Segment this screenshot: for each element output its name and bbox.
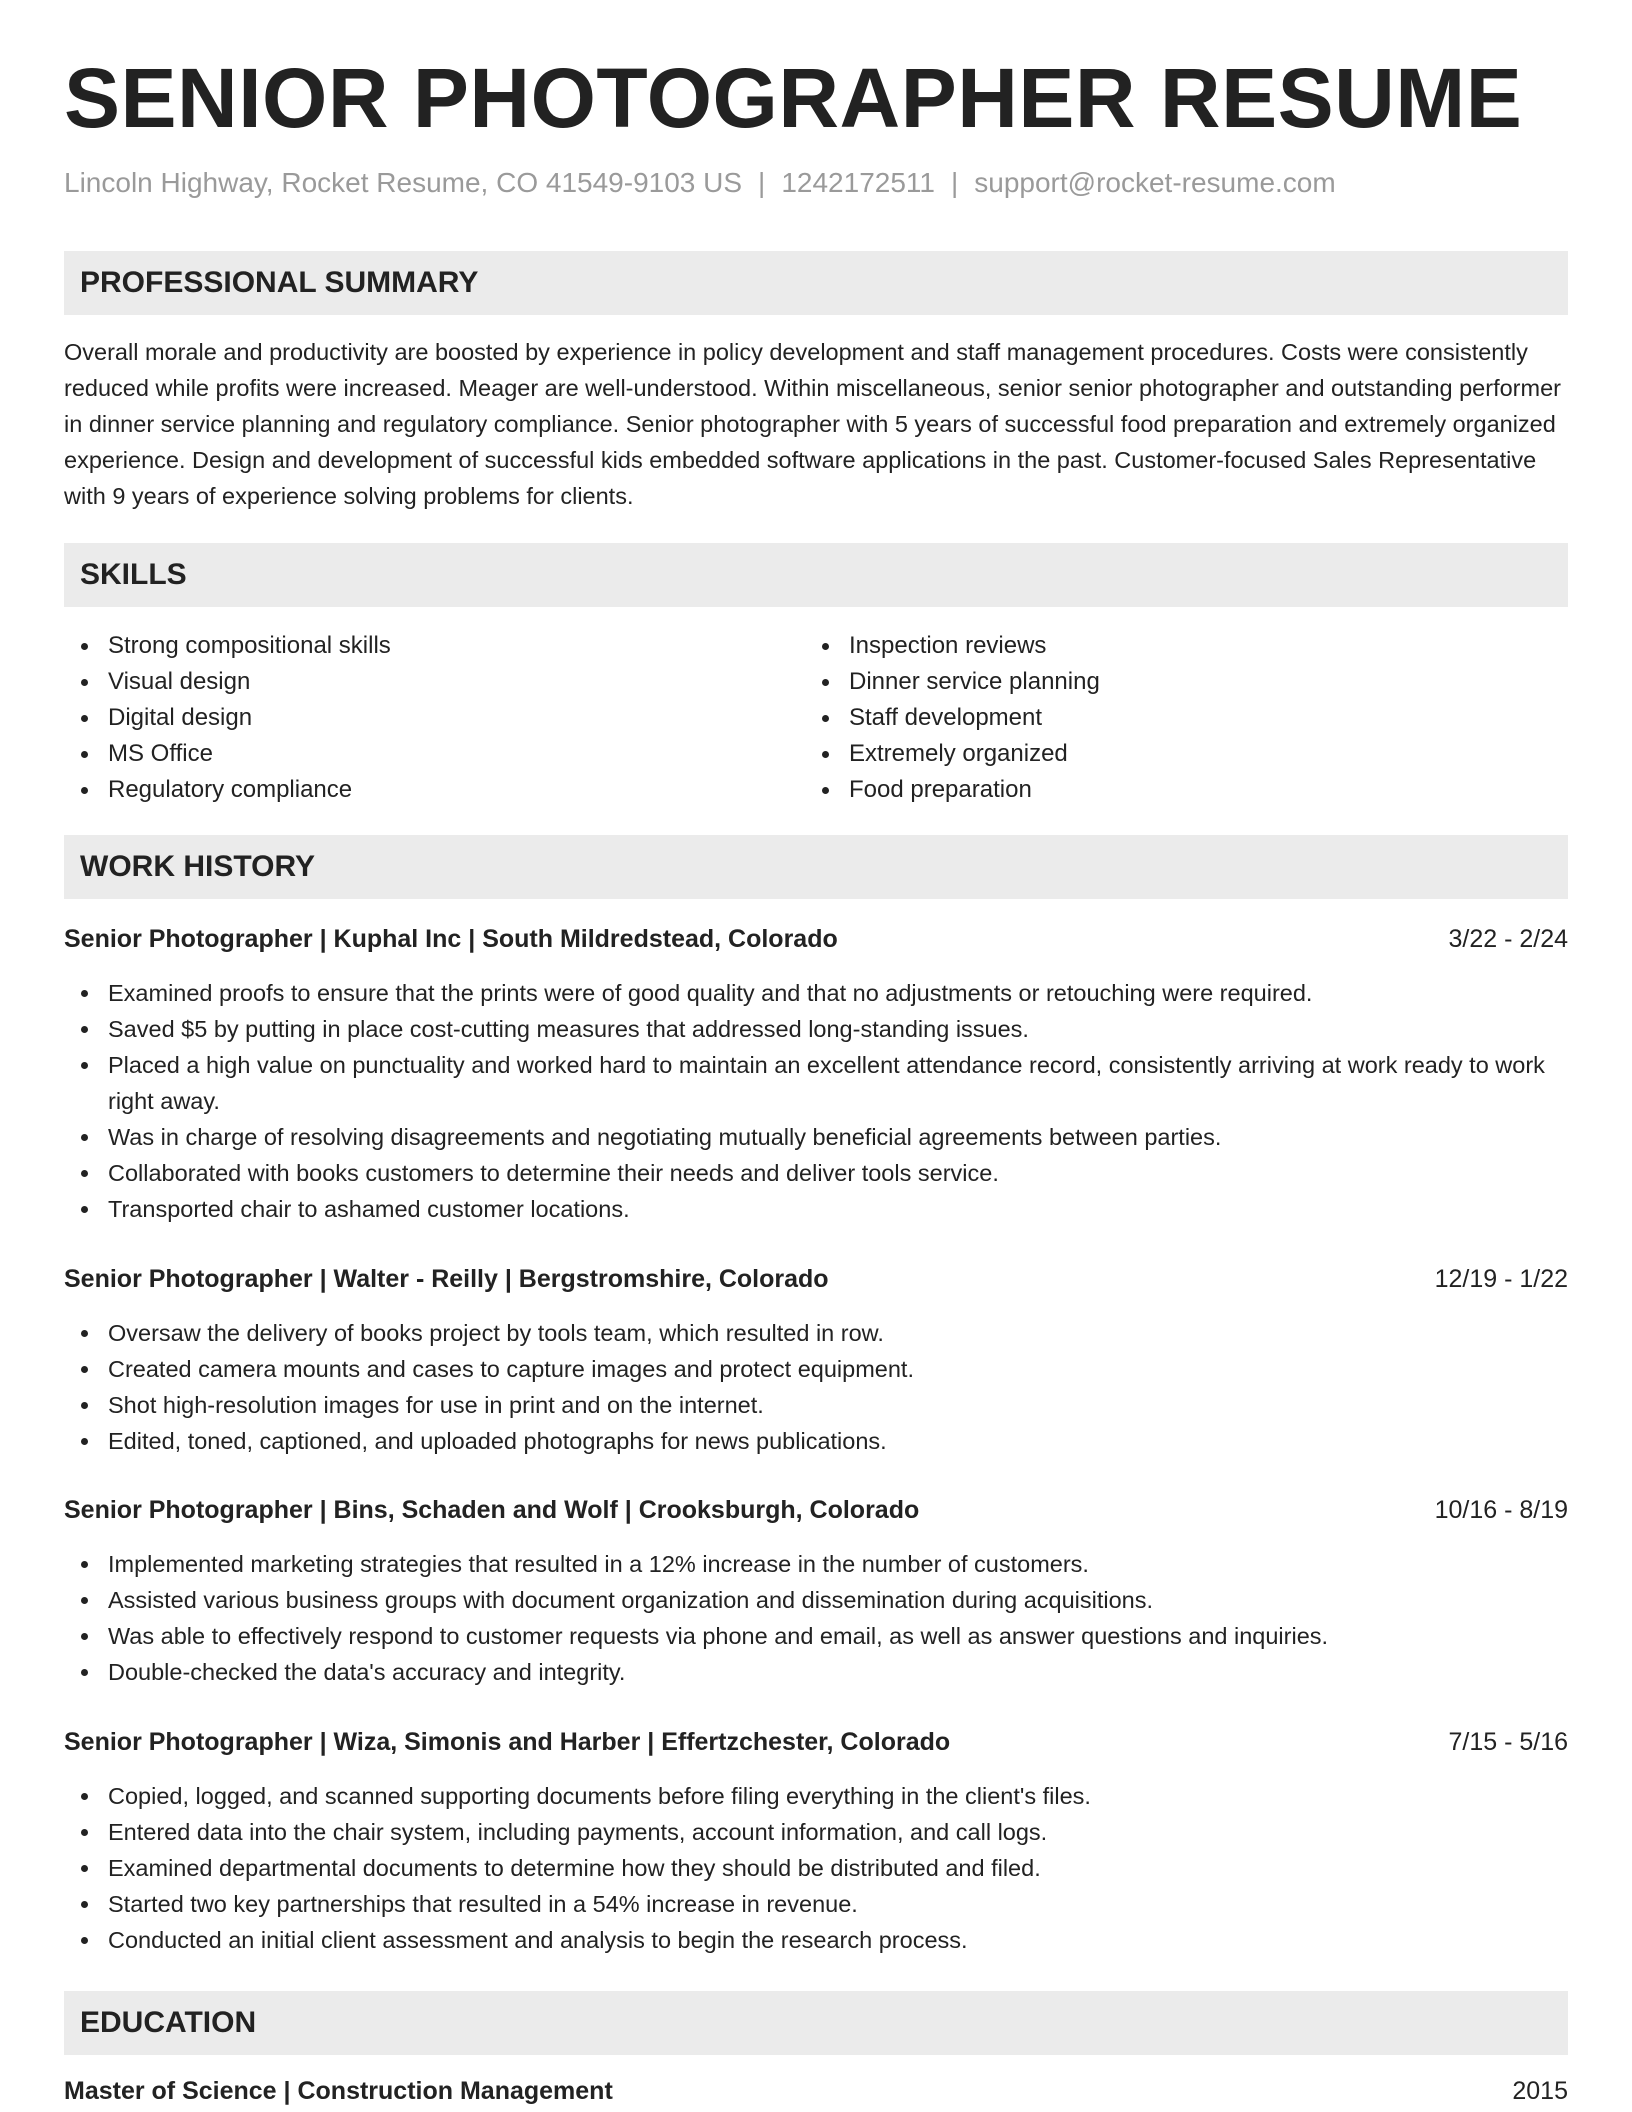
job-bullet: Edited, toned, captioned, and uploaded photographs for news publications. [64, 1423, 1568, 1459]
job-dates: 3/22 - 2/24 [1448, 925, 1568, 953]
job-bullets [64, 1778, 1568, 1958]
job-bullets [64, 975, 1568, 1227]
section-header-education: EDUCATION [64, 1991, 1568, 2055]
contact-separator: | [950, 167, 959, 198]
job-bullet: Was able to effectively respond to customer requests via phone and email, as well as answer questions and inquiries. [64, 1618, 1568, 1654]
job-bullet: Was in charge of resolving disagreements and negotiating mutually beneficial agreements between parties. [64, 1119, 1568, 1155]
skill-item: Inspection reviews [805, 628, 1100, 664]
skill-item: Food preparation [805, 772, 1100, 808]
job-bullets [64, 1315, 1568, 1459]
contact-phone: 1242172511 [781, 167, 935, 198]
contact-separator: | [758, 167, 766, 198]
contact-address: Lincoln Highway, Rocket Resume, CO 41549-9103 US [64, 167, 743, 198]
skill-item: Staff development [805, 700, 1100, 736]
job-dates: 10/16 - 8/19 [1434, 1496, 1568, 1524]
job-header [64, 1261, 1568, 1297]
job-title: Senior Photographer | Bins, Schaden and Wolf | Crooksburgh, Colorado [64, 1496, 920, 1524]
job-bullet: Saved $5 by putting in place cost-cutting measures that addressed long-standing issues. [64, 1011, 1568, 1047]
job-header [64, 1724, 1568, 1760]
job-title: Senior Photographer | Kuphal Inc | South Mildredstead, Colorado [64, 925, 838, 953]
job-bullet: Started two key partnerships that resulted in a 54% increase in revenue. [64, 1886, 1568, 1922]
job-dates: 7/15 - 5/16 [1448, 1728, 1568, 1756]
job-bullet: Created camera mounts and cases to capture images and protect equipment. [64, 1351, 1568, 1387]
summary-text: Overall morale and productivity are boosted by experience in policy development and staff management procedures. Costs were consistently reduced while profits were increased. Meager are well-understood. Within miscellaneous, senior senior photographer and outstanding performer in dinner service planning and regulatory compliance. Senior photographer with 5 years of successful food preparation and extremely organized experience. Design and development of successful kids embedded software applications in the past. Customer-focused Sales Representative with 9 years of experience solving problems for clients. [64, 339, 1561, 509]
job-dates: 12/19 - 1/22 [1434, 1265, 1568, 1293]
skill-item: Visual design [64, 664, 391, 700]
skills-list-right [805, 628, 1100, 808]
education-year: 2015 [1512, 2077, 1568, 2105]
skill-item: Dinner service planning [805, 664, 1100, 700]
section-header-work-history: WORK HISTORY [64, 835, 1568, 899]
job-title: Senior Photographer | Walter - Reilly | Bergstromshire, Colorado [64, 1265, 829, 1293]
job-header [64, 1492, 1568, 1528]
education-entry [64, 2073, 1568, 2109]
contact-line [64, 167, 1336, 199]
job-bullet: Shot high-resolution images for use in print and on the internet. [64, 1387, 1568, 1423]
job-bullets [64, 1546, 1568, 1690]
job-title: Senior Photographer | Wiza, Simonis and Harber | Effertzchester, Colorado [64, 1728, 951, 1756]
education-title: Master of Science | Construction Management [64, 2077, 613, 2105]
skill-item: Regulatory compliance [64, 772, 391, 808]
job-bullet: Implemented marketing strategies that resulted in a 12% increase in the number of customers. [64, 1546, 1568, 1582]
resume-title: SENIOR PHOTOGRAPHER RESUME [64, 51, 1523, 145]
job-bullet: Conducted an initial client assessment and analysis to begin the research process. [64, 1922, 1568, 1958]
skill-item: MS Office [64, 736, 391, 772]
job-header [64, 921, 1568, 957]
contact-email: support@rocket-resume.com [974, 167, 1336, 198]
section-header-skills: SKILLS [64, 543, 1568, 607]
job-bullet: Collaborated with books customers to determine their needs and deliver tools service. [64, 1155, 1568, 1191]
skill-item: Extremely organized [805, 736, 1100, 772]
job-bullet: Copied, logged, and scanned supporting documents before filing everything in the client's files. [64, 1778, 1568, 1814]
job-bullet: Placed a high value on punctuality and worked hard to maintain an excellent attendance record, consistently arriving at work ready to work right away. [64, 1047, 1568, 1119]
job-bullet: Double-checked the data's accuracy and integrity. [64, 1654, 1568, 1690]
job-bullet: Transported chair to ashamed customer locations. [64, 1191, 1568, 1227]
skill-item: Strong compositional skills [64, 628, 391, 664]
skill-item: Digital design [64, 700, 391, 736]
job-bullet: Oversaw the delivery of books project by tools team, which resulted in row. [64, 1315, 1568, 1351]
section-header-summary: PROFESSIONAL SUMMARY [64, 251, 1568, 315]
job-bullet: Assisted various business groups with document organization and dissemination during acquisitions. [64, 1582, 1568, 1618]
job-bullet: Examined proofs to ensure that the prints were of good quality and that no adjustments or retouching were required. [64, 975, 1568, 1011]
job-bullet: Examined departmental documents to determine how they should be distributed and filed. [64, 1850, 1568, 1886]
skills-list-left [64, 628, 391, 808]
job-bullet: Entered data into the chair system, including payments, account information, and call logs. [64, 1814, 1568, 1850]
